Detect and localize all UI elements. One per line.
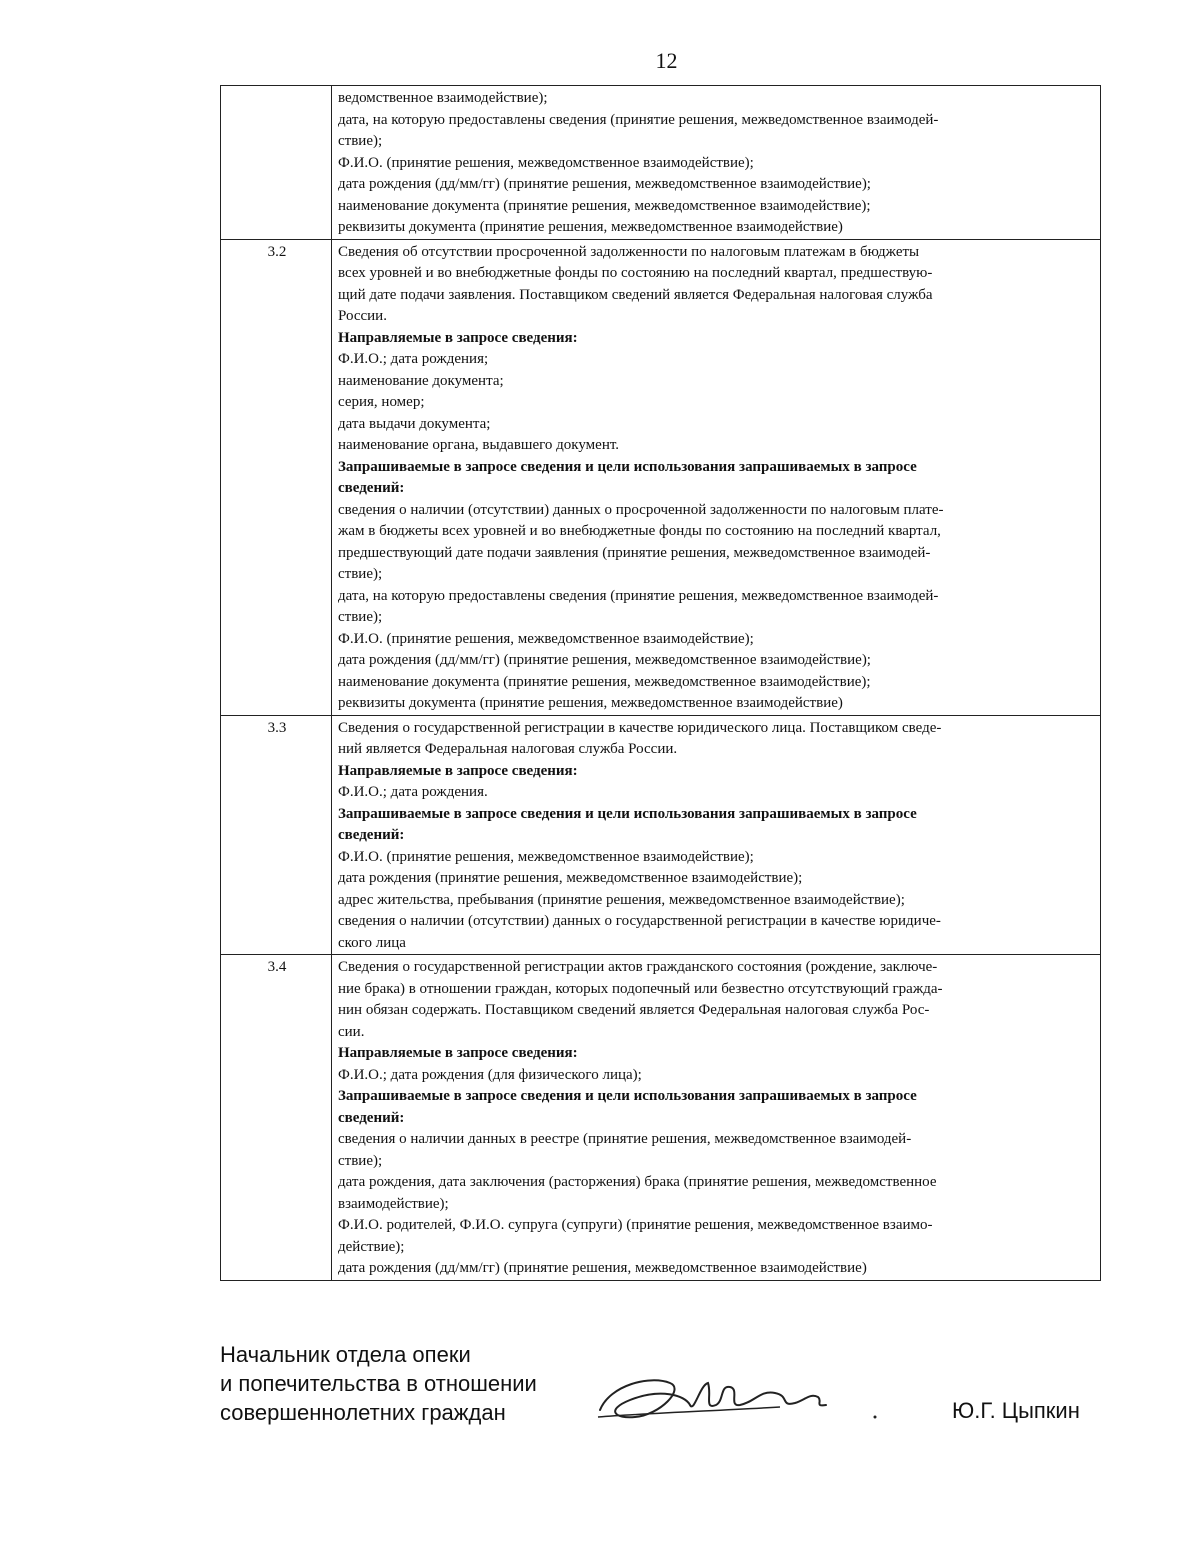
section-heading-line: Запрашиваемые в запросе сведения и цели использования запрашиваемых в запросе: [338, 805, 917, 822]
section-heading-line: Направляемые в запросе сведения:: [338, 1045, 578, 1061]
row-number-cell: 3.3: [221, 715, 332, 955]
text-line: наименование документа (принятие решения, межведомственное взаимодействие);: [338, 673, 871, 690]
text-line: предшествующий дате подачи заявления (принятие решения, межведомственное взаимодей-: [338, 544, 931, 561]
signatory-position: [220, 1340, 537, 1427]
text-line: сведения о наличии (отсутствии) данных о государственной регистрации в качестве юридиче-: [338, 913, 941, 929]
text-line: жам в бюджеты всех уровней и во внебюджетные фонды по состоянию на последний квартал,: [338, 523, 941, 539]
section-heading-line: Направляемые в запросе сведения:: [338, 329, 578, 346]
row-description-cell: [332, 86, 1101, 240]
signatory-position-line: и попечительства в отношении: [220, 1371, 537, 1396]
page-number: 12: [655, 48, 678, 73]
text-line: сведения о наличии данных в реестре (принятие решения, межведомственное взаимодей-: [338, 1131, 912, 1147]
text-line: дата выдачи документа;: [338, 415, 491, 432]
signatory-name: Ю.Г. Цыпкин: [952, 1398, 1080, 1423]
text-line: Ф.И.О.; дата рождения;: [338, 351, 489, 367]
table-row: [221, 86, 1101, 240]
table-row: [221, 239, 1101, 715]
text-line: щий дате подачи заявления. Поставщиком сведений является Федеральная налоговая служба: [338, 286, 933, 303]
text-line: ского лица: [338, 934, 406, 951]
section-heading-line: Направляемые в запросе сведения:: [338, 762, 578, 779]
text-line: действие);: [338, 1238, 405, 1255]
row-number-cell: 3.2: [221, 239, 332, 715]
row-description-cell: [332, 239, 1101, 715]
text-line: дата, на которую предоставлены сведения (принятие решения, межведомственное взаимодей-: [338, 587, 939, 604]
text-line: Ф.И.О. (принятие решения, межведомственное взаимодействие);: [338, 848, 754, 865]
text-line: наименование документа;: [338, 372, 504, 389]
text-line: Ф.И.О.; дата рождения.: [338, 784, 488, 800]
text-line: реквизиты документа (принятие решения, межведомственное взаимодействие): [338, 219, 843, 235]
row-description-cell: [332, 955, 1101, 1281]
row-number-cell: 3.4: [221, 955, 332, 1281]
row-description-cell: [332, 715, 1101, 955]
text-line: взаимодействие);: [338, 1195, 449, 1212]
text-line: Ф.И.О.; дата рождения (для физического лица);: [338, 1066, 642, 1083]
text-line: ствие);: [338, 609, 383, 625]
text-line: дата рождения, дата заключения (расторжения) брака (принятие решения, межведомственное: [338, 1174, 937, 1190]
text-line: дата рождения (дд/мм/гг) (принятие решения, межведомственное взаимодействие): [338, 1260, 867, 1276]
text-line: Ф.И.О. (принятие решения, межведомственное взаимодействие);: [338, 154, 754, 171]
section-heading-line: сведений:: [338, 1109, 405, 1126]
row-number-cell: [221, 86, 332, 240]
text-line: дата, на которую предоставлены сведения (принятие решения, межведомственное взаимодей-: [338, 111, 939, 128]
text-line: дата рождения (дд/мм/гг) (принятие решения, межведомственное взаимодействие);: [338, 176, 871, 192]
text-line: реквизиты документа (принятие решения, межведомственное взаимодействие): [338, 695, 843, 711]
signatory-position-line: Начальник отдела опеки: [220, 1342, 471, 1367]
section-heading-line: сведений:: [338, 480, 405, 496]
text-line: ствие);: [338, 1152, 383, 1169]
text-line: ствие);: [338, 133, 383, 149]
text-line: ведомственное взаимодействие);: [338, 90, 548, 106]
text-line: ний является Федеральная налоговая служба России.: [338, 741, 678, 757]
text-line: Ф.И.О. (принятие решения, межведомственное взаимодействие);: [338, 630, 754, 647]
signatory-position-line: совершеннолетних граждан: [220, 1400, 506, 1425]
text-line: Ф.И.О. родителей, Ф.И.О. супруга (супруги) (принятие решения, межведомственное взаимо-: [338, 1217, 933, 1233]
text-line: дата рождения (дд/мм/гг) (принятие решения, межведомственное взаимодействие);: [338, 652, 871, 668]
text-line: Сведения о государственной регистрации актов гражданского состояния (рождение, заключе-: [338, 959, 938, 975]
handwritten-signature: [590, 1355, 890, 1445]
section-heading-line: сведений:: [338, 827, 405, 843]
table-row: [221, 715, 1101, 955]
text-line: всех уровней и во внебюджетные фонды по состоянию на последний квартал, предшествую-: [338, 265, 933, 281]
text-line: сведения о наличии (отсутствии) данных о просроченной задолженности по налоговым плате-: [338, 501, 944, 518]
requests-table: [220, 85, 1101, 1281]
text-line: ствие);: [338, 566, 383, 582]
table-row: [221, 955, 1101, 1281]
text-line: адрес жительства, пребывания (принятие решения, межведомственное взаимодействие);: [338, 891, 905, 908]
text-line: дата рождения (принятие решения, межведомственное взаимодействие);: [338, 870, 803, 886]
section-heading-line: Запрашиваемые в запросе сведения и цели использования запрашиваемых в запросе: [338, 458, 917, 475]
text-line: ние брака) в отношении граждан, которых подопечный или безвестно отсутствующий гражда-: [338, 980, 943, 997]
requests-table-body: [221, 86, 1101, 1281]
text-line: сии.: [338, 1023, 365, 1040]
text-line: Сведения о государственной регистрации в качестве юридического лица. Поставщиком сведе-: [338, 719, 942, 736]
text-line: России.: [338, 308, 387, 324]
text-line: нин обязан содержать. Поставщиком сведений является Федеральная налоговая служба Рос-: [338, 1002, 930, 1018]
section-heading-line: Запрашиваемые в запросе сведения и цели использования запрашиваемых в запросе: [338, 1088, 917, 1104]
text-line: Сведения об отсутствии просроченной задолженности по налоговым платежам в бюджеты: [338, 243, 920, 260]
text-line: наименование документа (принятие решения, межведомственное взаимодействие);: [338, 197, 871, 214]
text-line: наименование органа, выдавшего документ.: [338, 437, 620, 453]
text-line: серия, номер;: [338, 394, 425, 410]
